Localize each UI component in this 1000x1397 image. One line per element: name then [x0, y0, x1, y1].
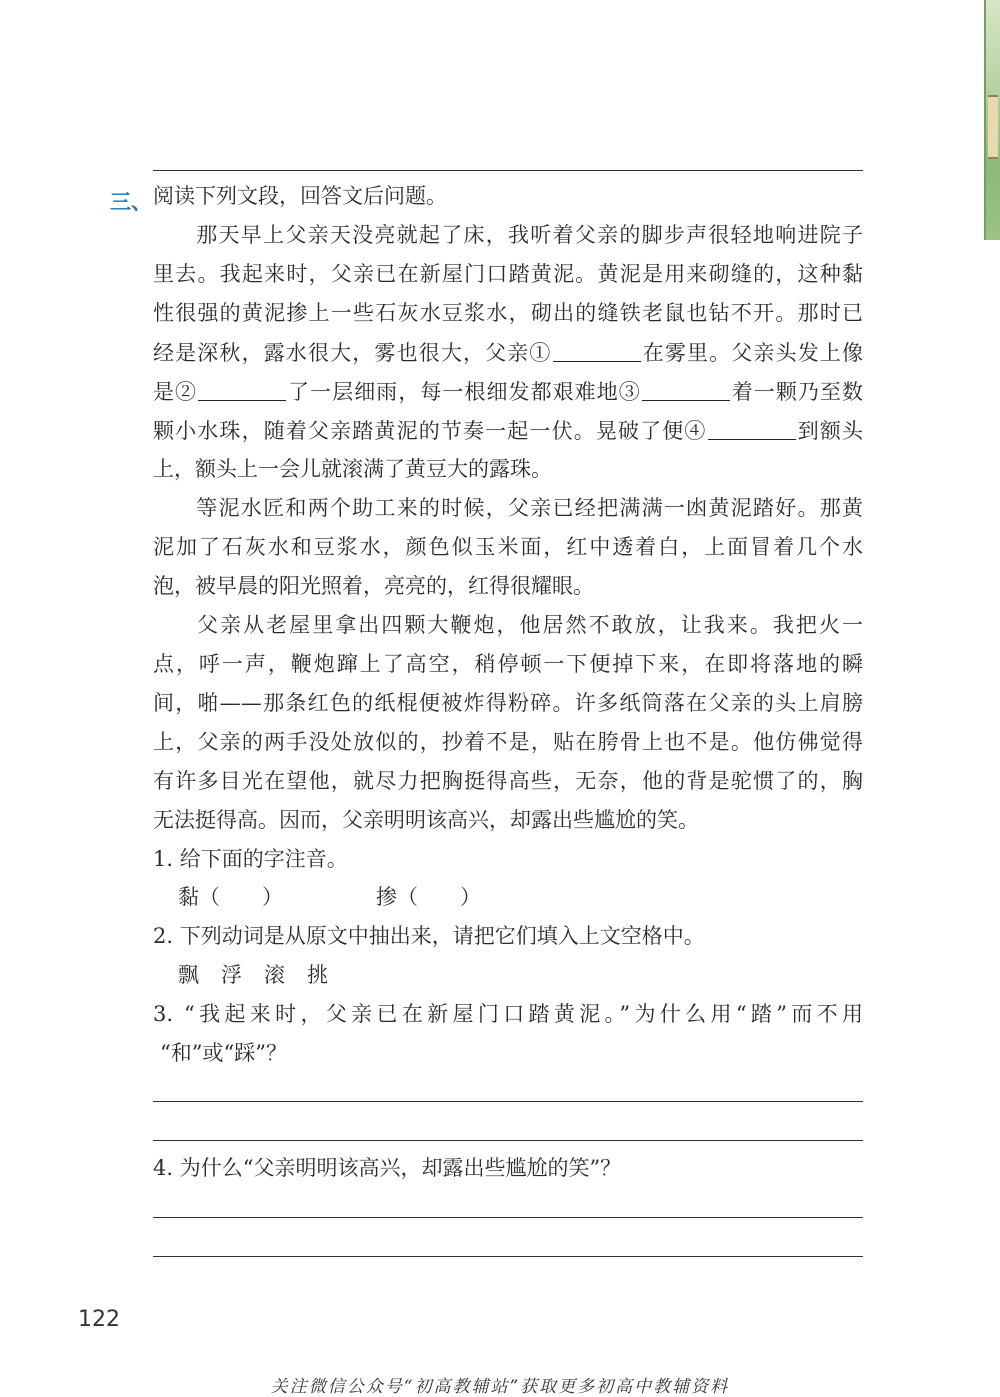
- word-item: 滚: [264, 963, 285, 987]
- question-2: 2. 下列动词是从原文中抽出来，请把它们填入上文空格中。: [153, 924, 705, 948]
- passage-line: 等泥水匠和两个助工来的时候，父亲已经把满满一凼黄泥踏好。那黄: [195, 496, 863, 520]
- question-1: 1. 给下面的字注音。: [153, 847, 348, 871]
- answer-line[interactable]: [153, 1217, 863, 1218]
- question-3: 3. “我起来时，父亲已在新屋门口踏黄泥。”为什么用“踏”而不用: [153, 1002, 863, 1026]
- answer-line[interactable]: [153, 1101, 863, 1102]
- pinyin-item-2[interactable]: 掺（ ）: [376, 885, 481, 909]
- blank-4[interactable]: [708, 420, 796, 440]
- blank-2[interactable]: [198, 381, 286, 401]
- blank-3[interactable]: [642, 381, 730, 401]
- passage-line: 里去。我起来时，父亲已在新屋门口踏黄泥。黄泥是用来砌缝的，这种黏: [153, 262, 863, 286]
- passage-line: 上，额头上一会儿就滚满了黄豆大的露珠。: [153, 457, 552, 481]
- answer-line-top: [153, 170, 863, 171]
- section-title: 阅读下列文段，回答文后问题。: [153, 184, 447, 208]
- passage-line: 父亲从老屋里拿出四颗大鞭炮，他居然不敢放，让我来。我把火一: [195, 613, 863, 637]
- footer-note: 关注微信公众号“初高教辅站”获取更多初高中教辅资料: [270, 1377, 730, 1397]
- word-item: 飘: [178, 963, 199, 987]
- word-item: 挑: [307, 963, 328, 987]
- word-list: [178, 965, 350, 986]
- passage-line: 上，父亲的两手没处放似的，抄着不是，贴在胯骨上也不是。他仿佛觉得: [153, 730, 863, 754]
- passage-line: 点，呼一声，鞭炮蹿上了高空，稍停顿一下便掉下来，在即将落地的瞬: [153, 652, 863, 676]
- section-number: 三、: [110, 189, 152, 214]
- page-number: 122: [78, 1307, 120, 1332]
- question-3-cont: “和”或“踩”？: [160, 1041, 287, 1065]
- passage-line: 泥加了石灰水和豆浆水，颜色似玉米面，红中透着白，上面冒着几个水: [153, 535, 863, 559]
- pinyin-item-1[interactable]: 黏（ ）: [178, 885, 283, 909]
- passage-line: 是② 了一层细雨，每一根细发都艰难地③ 着一颗乃至数: [153, 379, 864, 404]
- passage-line: 那天早上父亲天没亮就起了床，我听着父亲的脚步声很轻地响进院子: [195, 223, 863, 247]
- passage-line: 有许多目光在望他，就尽力把胸挺得高些，无奈，他的背是驼惯了的，胸: [153, 769, 863, 793]
- question-4: 4. 为什么“父亲明明该高兴，却露出些尴尬的笑”？: [153, 1156, 622, 1180]
- passage-line: 性很强的黄泥掺上一些石灰水豆浆水，砌出的缝铁老鼠也钻不开。那时已: [153, 301, 863, 325]
- blank-1[interactable]: [553, 342, 641, 362]
- passage-line: 颗小水珠，随着父亲踏黄泥的节奏一起一伏。晃破了便④ 到额头: [153, 418, 864, 443]
- answer-line[interactable]: [153, 1256, 863, 1257]
- answer-line[interactable]: [153, 1140, 863, 1141]
- word-item: 浮: [221, 963, 242, 987]
- passage-line: 泡，被早晨的阳光照着，亮亮的，红得很耀眼。: [153, 574, 594, 598]
- passage-line: 经是深秋，露水很大，雾也很大，父亲① 在雾里。父亲头发上像: [153, 340, 864, 365]
- passage-line: 间，啪——那条红色的纸棍便被炸得粉碎。许多纸筒落在父亲的头上肩膀: [153, 691, 863, 715]
- passage-line: 无法挺得高。因而，父亲明明该高兴，却露出些尴尬的笑。: [153, 808, 699, 832]
- page-edge-illustration: [984, 0, 1000, 240]
